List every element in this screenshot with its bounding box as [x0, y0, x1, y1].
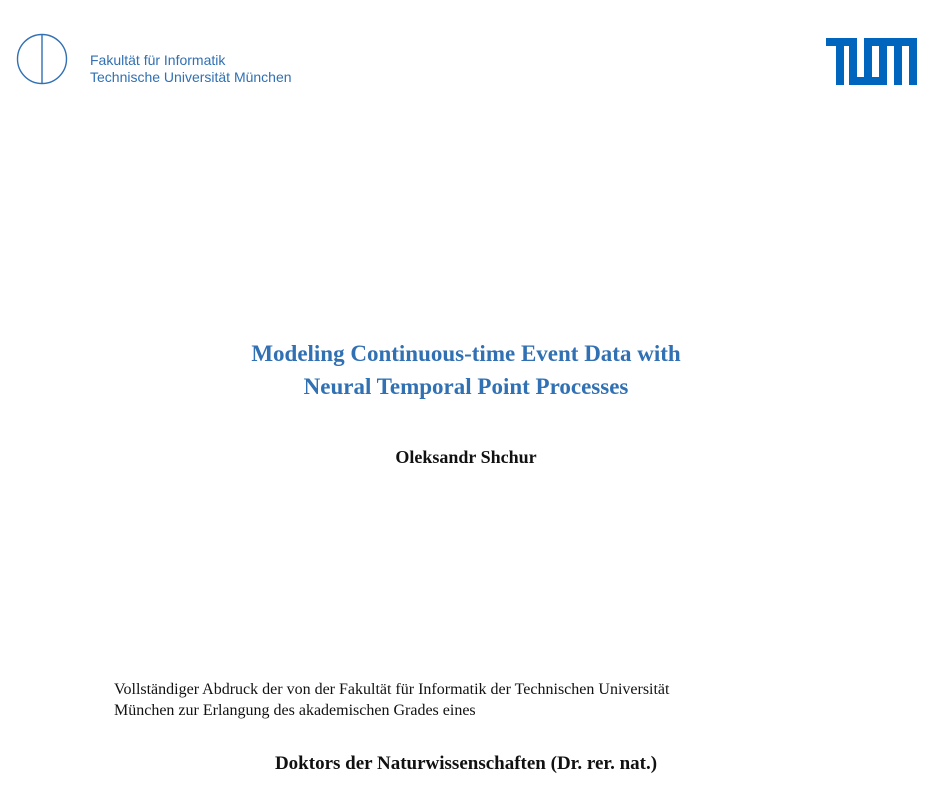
title-line-2: Neural Temporal Point Processes: [303, 374, 629, 399]
faculty-line: Fakultät für Informatik: [90, 52, 226, 68]
author-name: Oleksandr Shchur: [395, 447, 537, 467]
degree-name: Doktors der Naturwissenschaften (Dr. rer. nat.): [274, 753, 658, 774]
faculty-name: [90, 52, 292, 86]
informatics-circle-logo-icon: [16, 33, 68, 85]
statement-line-2: München zur Erlangung des akademischen Grades eines: [114, 702, 476, 719]
dissertation-statement: [114, 679, 669, 721]
thesis-title: [0, 337, 932, 403]
statement-line-1: Vollständiger Abdruck der von der Fakultät für Informatik der Technischen Universität: [114, 681, 670, 698]
title-line-1: Modeling Continuous-time Event Data with: [251, 341, 681, 366]
tum-logo-icon: [826, 38, 917, 85]
university-line: Technische Universität München: [90, 69, 292, 85]
